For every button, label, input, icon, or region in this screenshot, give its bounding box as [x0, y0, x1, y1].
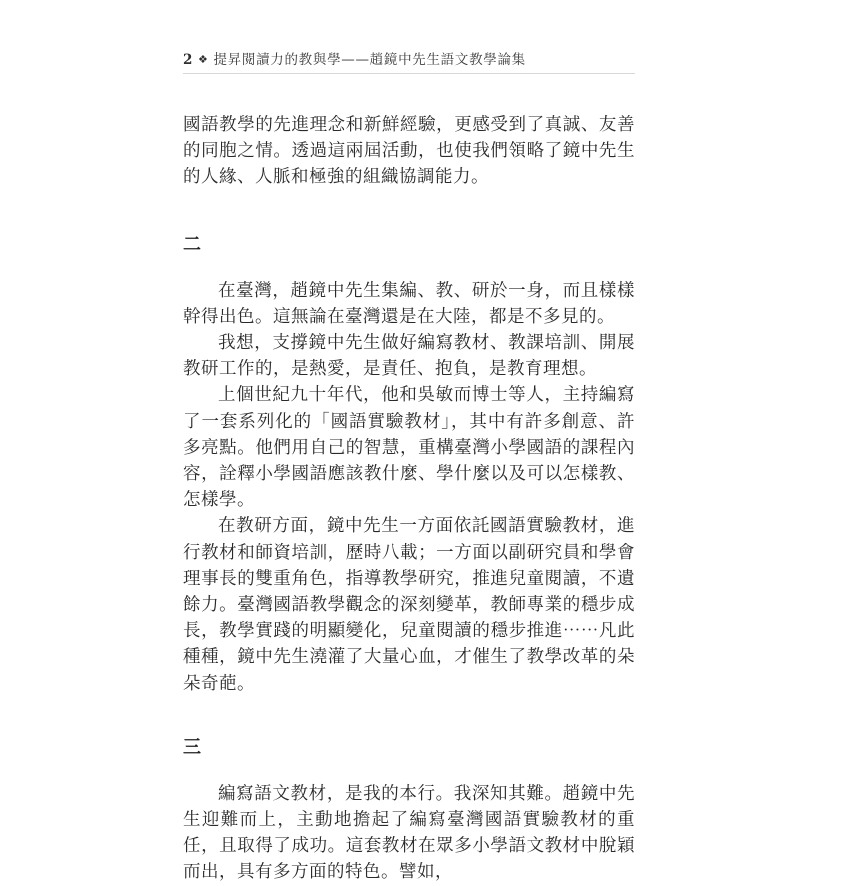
spacer-after-section-heading-three — [183, 761, 635, 781]
section-heading-three: 三 — [183, 736, 202, 758]
paragraph: 上個世紀九十年代，他和吳敏而博士等人，主持編寫了一套系列化的「國語實驗教材」，其中有許多創意、許多亮點。他們用自己的智慧，重構臺灣小學國語的課程內容，詮釋小學國語應該教什麼、學什麼以及可以怎樣教、怎樣學。 — [183, 385, 635, 511]
running-head-title: 提昇閱讀力的教與學——趙鏡中先生語文教學論集 — [213, 52, 526, 68]
section-heading-two: 二 — [183, 233, 202, 255]
paragraph: 在臺灣，趙鏡中先生集編、教、研於一身，而且樣樣幹得出色。這無論在臺灣還是在大陸，都是不多見的。 — [183, 280, 635, 327]
page-number: 2 — [183, 52, 193, 68]
spacer-before-section-3 — [183, 697, 635, 735]
paragraph: 在教研方面，鏡中先生一方面依託國語實驗教材，進行教材和師資培訓，歷時八載；一方面以副研究員和學會理事長的雙重角色，指導教學研究，推進兒童閱讀，不遺餘力。臺灣國語教學觀念的深刻變革，教師專業的穩步成長，教學實踐的明顯變化，兒童閱讀的穩步推進⋯⋯凡此種種，鏡中先生澆灌了大量心血，才催生了教學改革的朵朵奇葩。 — [183, 516, 635, 694]
running-head — [183, 48, 635, 68]
text-column — [183, 112, 635, 886]
paragraph: 我想，支撐鏡中先生做好編寫教材、教課培訓、開展教研工作的，是熱愛，是責任、抱負，是教育理想。 — [183, 333, 635, 380]
header-rule-divider — [183, 73, 635, 74]
paragraph: 編寫語文教材，是我的本行。我深知其難。趙鏡中先生迎難而上，主動地擔起了編寫臺灣國語實驗教材的重任，且取得了成功。這套教材在眾多小學語文教材中脫穎而出，具有多方面的特色。譬如， — [183, 783, 635, 883]
paragraph-continuation: 國語教學的先進理念和新鮮經驗，更感受到了真誠、友善的同胞之情。透過這兩屆活動，也使我們領略了鏡中先生的人緣、人脈和極強的組織協調能力。 — [183, 115, 635, 188]
running-head-line — [183, 48, 635, 68]
spacer-before-section-2 — [183, 191, 635, 232]
spacer-after-section-heading-two — [183, 258, 635, 278]
diamond-ornament-icon: ❖ — [198, 53, 209, 66]
